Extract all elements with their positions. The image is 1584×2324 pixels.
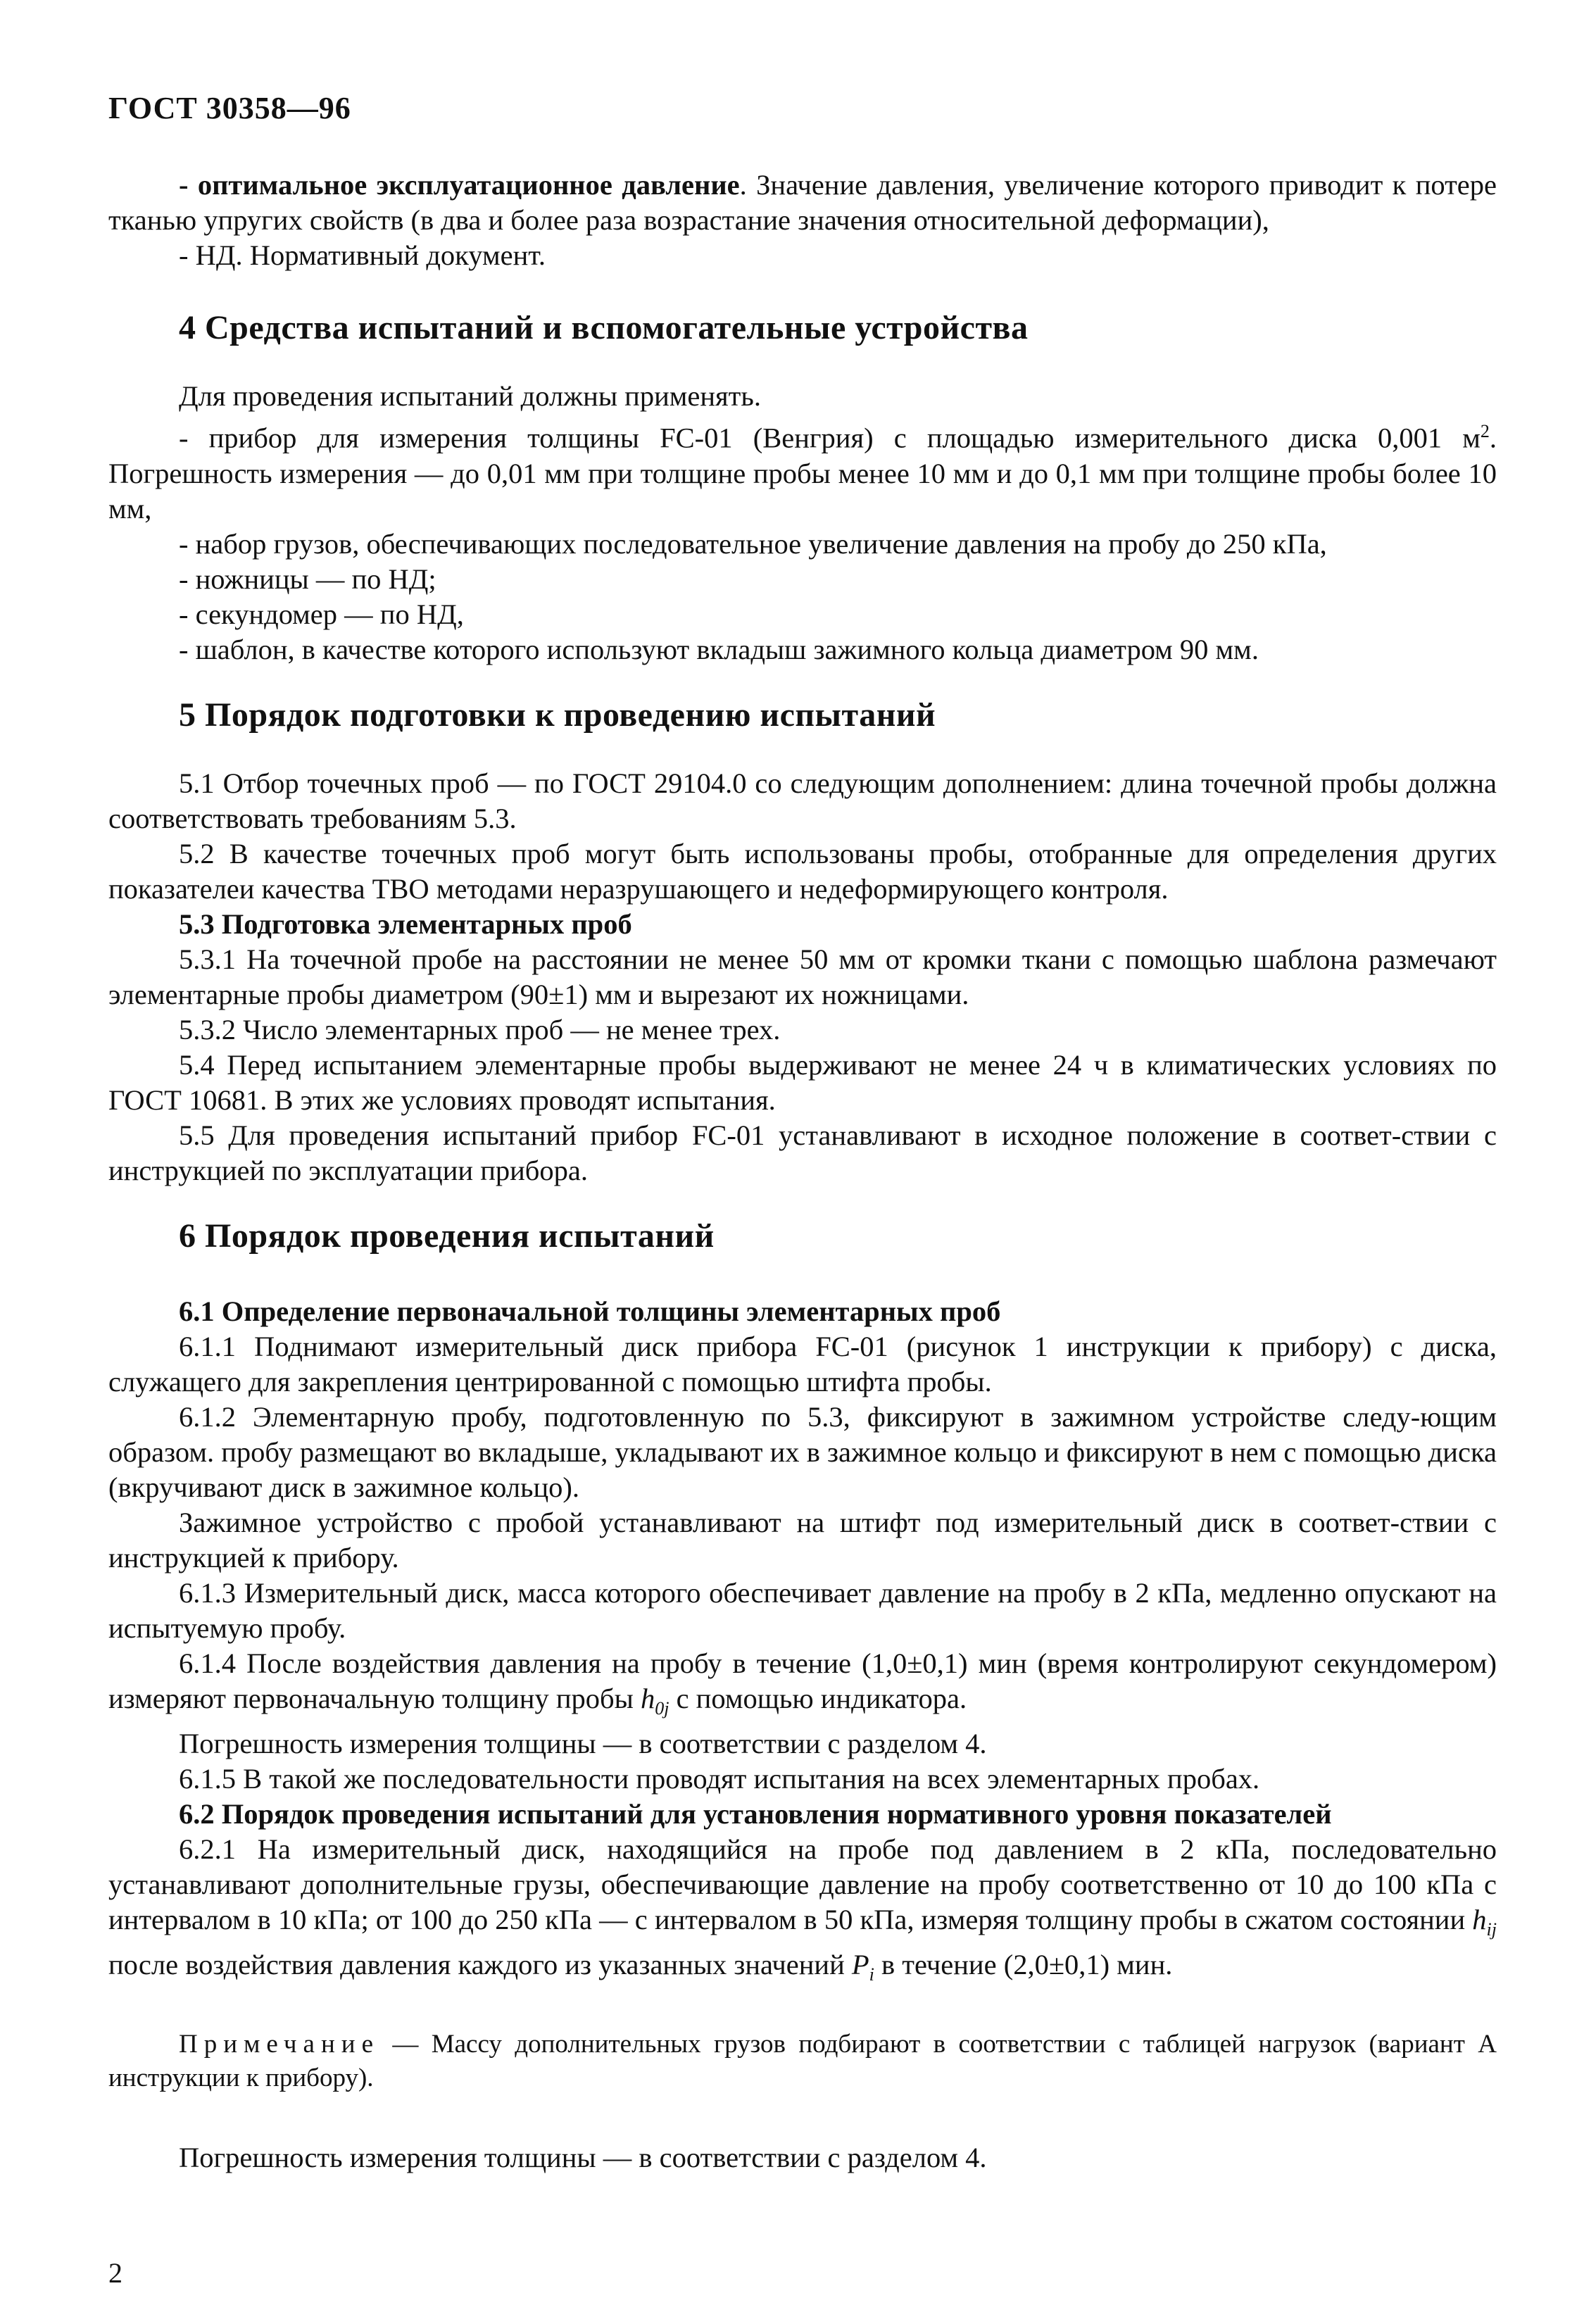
paragraph-5-2: 5.2 В качестве точечных проб могут быть использованы пробы, отобранные для определения других показателеи качества ТВО методами неразрушающего и недеформирующего контроля. [108,838,1497,905]
definition-optimal-pressure [108,168,1497,238]
section-4-item-template: - шаблон, в качестве которого используют вкладыш зажимного кольца диаметром 90 мм. [179,633,1259,665]
paragraph-6-1-4 [108,1646,1497,1726]
paragraph-text-end: с помощью индикатора. [669,1683,967,1714]
section-6-heading: 6 Порядок проведения испытаний [179,1217,715,1255]
subheading-6-1: 6.1 Определение первоначальной толщины элементарных проб [179,1295,1001,1327]
section-4-item-weights: - набор грузов, обеспечивающих последовательное увеличение давления на пробу до 250 кПа, [179,527,1327,560]
paragraph-6-2-1 [108,1832,1497,1992]
symbol-subscript: ij [1486,1919,1497,1940]
section-4-body [108,379,1497,667]
final-accuracy-statement: Погрешность измерения толщины — в соответствии с разделом 4. [179,2142,987,2173]
item-continuation: . Погрешность измерения — до 0,01 мм при толщине пробы менее 10 мм и до 0,1 мм при толщине пробы более 10 мм, [108,422,1497,525]
subheading-5-3: 5.3 Подготовка элементарных проб [179,908,632,940]
paragraph-6-1-2-cont: Зажимное устройство с пробой устанавливают на штифт под измерительный диск в соответ-ствии с инструкцией к прибору. [108,1507,1497,1574]
subheading-6-2: 6.2 Порядок проведения испытаний для установления нормативного уровня показателей [179,1798,1332,1830]
section-4-item-scissors: - ножницы — по НД; [179,563,436,595]
paragraph-5-3-1: 5.3.1 На точечной пробе на расстоянии не менее 50 мм от кромки ткани с помощью шаблона размечают элементарные пробы диаметром (90±1) мм и вырезают их ножницами. [108,943,1497,1010]
paragraph-text: 6.1.4 После воздействия давления на пробу в течение (1,0±0,1) мин (время контролируют секундомером) измеряют первоначальную толщину пробы [108,1647,1497,1714]
paragraph-text-end: в течение (2,0±0,1) мин. [874,1949,1173,1981]
section-4-heading: 4 Средства испытаний и вспомогательные устройства [179,309,1029,346]
paragraph-5-1: 5.1 Отбор точечных проб — по ГОСТ 29104.0 со следующим дополнением: длина точечной пробы должна соответствовать требованиям 5.3. [108,767,1497,834]
symbol-h: h [640,1683,655,1714]
final-note-block [108,2140,1497,2175]
paragraph-5-3-2: 5.3.2 Число элементарных проб — не менее трех. [179,1014,781,1045]
intro-definitions [108,168,1497,273]
definition-nd: - НД. Нормативный документ. [179,239,546,271]
document-id: ГОСТ 30358—96 [108,91,351,125]
paragraph-6-1-2: 6.1.2 Элементарную пробу, подготовленную по 5.3, фиксируют в зажимном устройстве следу-ющим образом. пробу размещают во вкладыше, укладывают их в зажимное кольцо и фиксируют в нем с помощью диска (вкручивают диск в зажимное кольцо). [108,1401,1497,1503]
paragraph-5-5: 5.5 Для проведения испытаний прибор FC-01 устанавливают в исходное положение в соответ-ствии с инструкцией по эксплуатации прибора. [108,1119,1497,1186]
section-4-item-stopwatch: - секундомер — по НД, [179,598,464,630]
symbol-h: h [1472,1904,1487,1936]
paragraph-6-1-5: 6.1.5 В такой же последовательности проводят испытания на всех элементарных пробах. [179,1763,1260,1795]
item-text: - прибор для измерения толщины FC-01 (Венгрия) с площадью измерительного диска 0,001 м [179,422,1481,454]
section-4-item-thickness-gauge [108,414,1497,527]
symbol-subscript: i [869,1964,874,1985]
note-text: — Массу дополнительных грузов подбирают в соответствии с таблицей нагрузок (вариант А инструкции к прибору). [108,2030,1497,2092]
section-5-heading: 5 Порядок подготовки к проведению испытаний [179,696,936,734]
note-label: Примечание [179,2030,379,2059]
section-6-body [108,1294,1497,1992]
paragraph-text: 6.2.1 На измерительный диск, находящийся на пробе под давлением в 2 кПа, последовательно устанавливают дополнительные грузы, обеспечивающие давление на пробу соответственно от 10 до 100 кПа с интервалом в 10 кПа; от 100 до 250 кПа — с интервалом в 50 кПа, измеряя толщину пробы в сжатом состоянии [108,1833,1497,1936]
paragraph-6-1-4-accuracy: Погрешность измерения толщины — в соответствии с разделом 4. [179,1728,987,1760]
paragraph-text-mid: после воздействия давления каждого из указанных значений [108,1949,852,1981]
superscript: 2 [1480,421,1490,441]
symbol-p: P [851,1949,869,1981]
paragraph-6-1-3: 6.1.3 Измерительный диск, масса которого обеспечивает давление на пробу в 2 кПа, медленно опускают на испытуемую пробу. [108,1577,1497,1644]
symbol-subscript: 0j [655,1698,670,1719]
paragraph-6-1-1: 6.1.1 Поднимают измерительный диск прибора FC-01 (рисунок 1 инструкции к прибору) с диска, служащего для закрепления центрированной с помощью штифта пробы. [108,1331,1497,1397]
section-4-lead: Для проведения испытаний должны применять. [179,380,761,412]
definition-term: - оптимальное эксплуатационное давление [179,169,740,201]
page-number: 2 [108,2257,122,2289]
note-paragraph [108,2028,1497,2095]
definition-text: . Значение давления, увеличение которого приводит к потере тканью упругих свойств (в два и более раза возрастание значения относительной деформации), [108,169,1497,236]
section-5-body [108,766,1497,1188]
paragraph-5-4: 5.4 Перед испытанием элементарные пробы выдерживают не менее 24 ч в климатических условиях по ГОСТ 10681. В этих же условиях проводят испытания. [108,1049,1497,1116]
note [108,2028,1497,2095]
